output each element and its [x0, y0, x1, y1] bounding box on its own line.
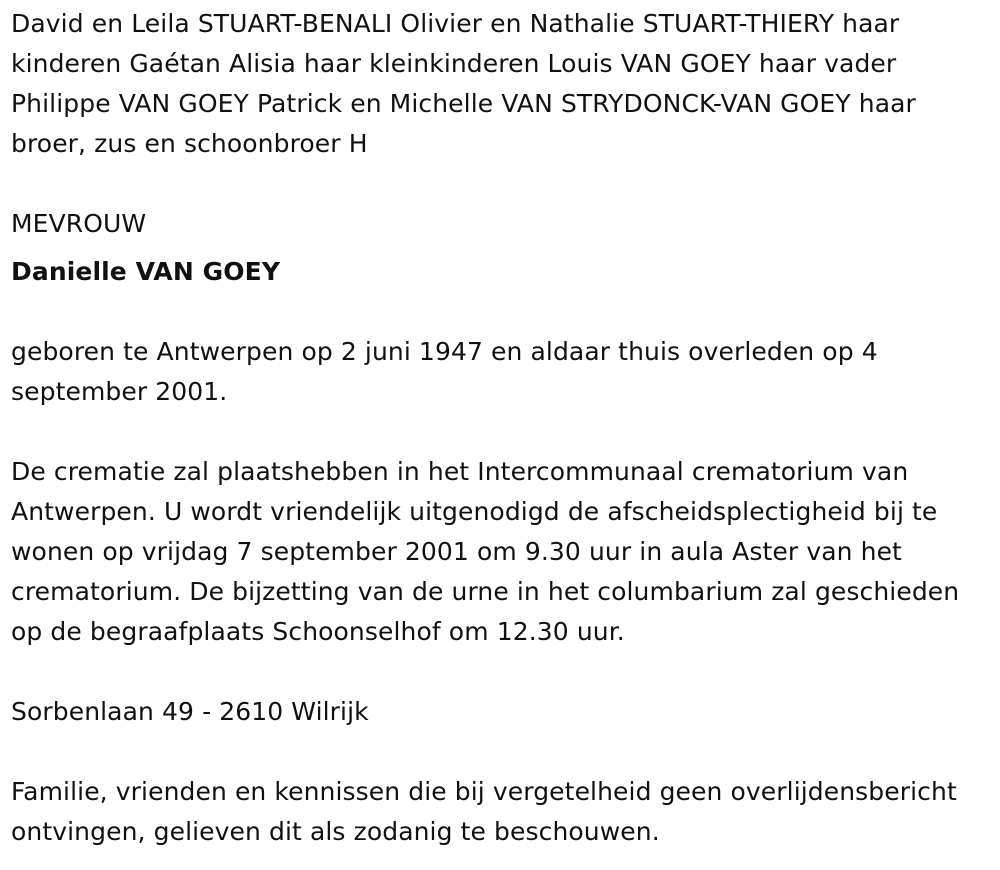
deceased-name: Danielle VAN GOEY — [11, 257, 281, 286]
spacer — [11, 412, 991, 452]
spacer — [11, 732, 991, 772]
spacer — [11, 164, 991, 204]
death-notice — [11, 4, 991, 852]
honorific-label: MEVROUW — [11, 209, 147, 238]
ceremony-paragraph: De crematie zal plaatshebben in het Intercommunaal crematorium van Antwerpen. U wordt vriendelijk uitgenodigd de afscheidsplectigheid bij te wonen op vrijdag 7 september 2001 om 9.30 uur in aula Aster van het crematorium. De bijzetting van de urne in het columbarium zal geschieden op de begraafplaats Schoonselhof om 12.30 uur. — [11, 457, 960, 646]
closing-paragraph: Familie, vrienden en kennissen die bij vergetelheid geen overlijdensbericht ontvingen, gelieven dit als zodanig te beschouwen. — [11, 777, 957, 846]
birth-death-paragraph: geboren te Antwerpen op 2 juni 1947 en aldaar thuis overleden op 4 september 2001. — [11, 337, 878, 406]
spacer — [11, 300, 991, 332]
family-intro-paragraph: David en Leila STUART-BENALI Olivier en Nathalie STUART-THIERY haar kinderen Gaétan Alisia haar kleinkinderen Louis VAN GOEY haar vader Philippe VAN GOEY Patrick en Michelle VAN STRYDONCK-VAN GOEY haar broer, zus en schoonbroer H — [11, 9, 916, 158]
address-line: Sorbenlaan 49 - 2610 Wilrijk — [11, 697, 369, 726]
spacer — [11, 652, 991, 692]
